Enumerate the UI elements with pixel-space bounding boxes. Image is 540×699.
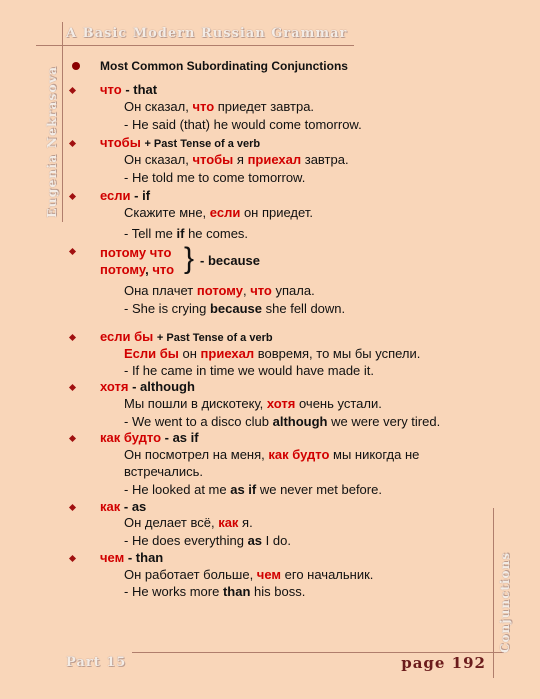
entry-headword-line2: потому, что: [100, 262, 175, 277]
example-russian: Он посмотрел на меня, как будто мы никогда не: [124, 447, 420, 462]
bullet-dot-icon: [72, 62, 80, 70]
example-english: - We went to a disco club although we were very tired.: [124, 414, 441, 429]
page-number: page 192: [401, 654, 486, 672]
entry-headword-line1: потому что: [100, 245, 172, 260]
book-title: A Basic Modern Russian Grammar: [66, 26, 348, 41]
example-russian: Он работает больше, чем его начальник.: [124, 567, 374, 582]
example-english: - He said (that) he would come tomorrow.: [124, 117, 362, 132]
entry-headword: хотя - although: [100, 379, 195, 394]
author-name: Eugenia Nekrasova: [44, 65, 59, 218]
diamond-bullet-icon: [69, 384, 76, 391]
example-english: - He told me to come tomorrow.: [124, 170, 306, 185]
entry-translation: - because: [200, 253, 260, 268]
example-english: - He looked at me as if we never met before.: [124, 482, 382, 497]
example-russian: Он делает всё, как я.: [124, 515, 253, 530]
section-name: Conjunctions: [498, 552, 512, 653]
example-english: - Tell me if he comes.: [124, 226, 249, 241]
diamond-bullet-icon: [69, 555, 76, 562]
example-english: - She is crying because she fell down.: [124, 301, 346, 316]
section-heading: [72, 59, 348, 73]
part-label: Part 15: [66, 655, 127, 670]
example-english: - He works more than his boss.: [124, 584, 306, 599]
frame-left-line: [62, 22, 63, 222]
example-russian-cont: встречались.: [124, 464, 203, 479]
entry-headword: если бы + Past Tense of a verb: [100, 329, 273, 344]
diamond-bullet-icon: [69, 248, 76, 255]
example-russian: Если бы он приехал вовремя, то мы бы успели.: [124, 346, 421, 361]
example-russian: Он сказал, что приедет завтра.: [124, 99, 315, 114]
diamond-bullet-icon: [69, 334, 76, 341]
diamond-bullet-icon: [69, 193, 76, 200]
example-english: - If he came in time we would have made it.: [124, 363, 375, 378]
example-russian: Скажите мне, если он приедет.: [124, 205, 313, 220]
heading-text: Most Common Subordinating Conjunctions: [100, 59, 348, 73]
diamond-bullet-icon: [69, 435, 76, 442]
example-english: - He does everything as I do.: [124, 533, 291, 548]
diamond-bullet-icon: [69, 140, 76, 147]
entry-headword: как - as: [100, 499, 147, 514]
section-vertical: [498, 535, 516, 653]
diamond-bullet-icon: [69, 504, 76, 511]
entry-headword: чтобы + Past Tense of a verb: [100, 135, 261, 150]
example-russian: Он сказал, чтобы я приехал завтра.: [124, 152, 349, 167]
entry-headword: что - that: [100, 82, 158, 97]
entry-headword: как будто - as if: [100, 430, 199, 445]
entry-headword: чем - than: [100, 550, 164, 565]
entry-headword: если - if: [100, 188, 151, 203]
brace-symbol: }: [184, 242, 195, 275]
frame-right-line: [493, 508, 494, 678]
example-russian: Она плачет потому, что упала.: [124, 283, 315, 298]
diamond-bullet-icon: [69, 87, 76, 94]
frame-top-line: [36, 45, 354, 46]
author-vertical: [44, 48, 62, 218]
frame-bottom-line: [132, 652, 504, 653]
example-russian: Мы пошли в дискотеку, хотя очень устали.: [124, 396, 382, 411]
